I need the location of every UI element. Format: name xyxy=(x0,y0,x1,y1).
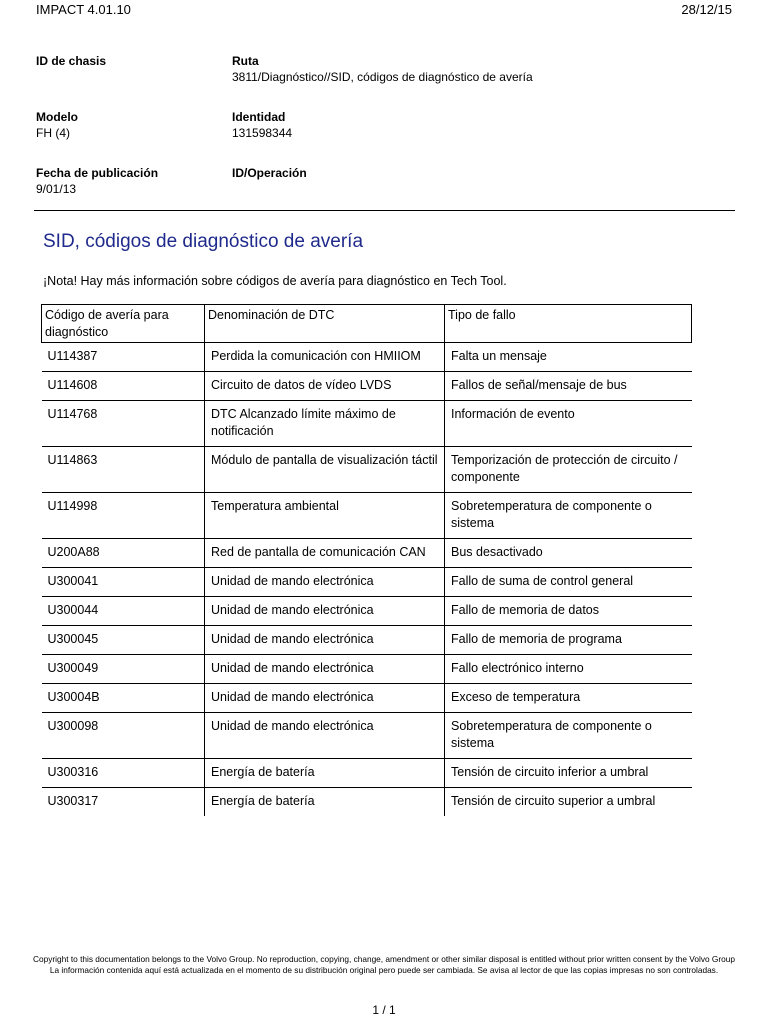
dtc-designation: Unidad de mando electrónica xyxy=(205,655,445,684)
chassis-field xyxy=(36,53,226,69)
document-metadata xyxy=(36,53,716,221)
dtc-fault-type: Información de evento xyxy=(445,401,692,447)
table-row xyxy=(42,788,692,817)
page-number: 1 / 1 xyxy=(372,1003,396,1017)
dtc-fault-type: Fallo de memoria de programa xyxy=(445,626,692,655)
dtc-designation: Temperatura ambiental xyxy=(205,493,445,539)
pubdate-value: 9/01/13 xyxy=(36,182,77,196)
pubdate-label: Fecha de publicación xyxy=(36,166,159,180)
dtc-code: U300049 xyxy=(42,655,205,684)
dtc-code: U200A88 xyxy=(42,539,205,568)
meta-row xyxy=(36,53,716,109)
table-row xyxy=(42,447,692,493)
page-footer xyxy=(30,954,738,976)
table-row xyxy=(42,401,692,447)
dtc-designation: Unidad de mando electrónica xyxy=(205,568,445,597)
route-label: Ruta xyxy=(232,54,259,68)
dtc-code: U30004B xyxy=(42,684,205,713)
route-value: 3811/Diagnóstico//SID, códigos de diagnóstico de avería xyxy=(232,70,533,84)
dtc-fault-type: Fallo electrónico interno xyxy=(445,655,692,684)
meta-row xyxy=(36,165,716,221)
dtc-code: U300098 xyxy=(42,713,205,759)
dtc-designation: Energía de batería xyxy=(205,788,445,817)
identity-field xyxy=(232,109,712,141)
dtc-designation: DTC Alcanzado límite máximo de notificación xyxy=(205,401,445,447)
disclaimer-notice: La información contenida aquí está actualizada en el momento de su distribución original pero puede ser cambiada. Se avisa al lector de que las copias impresas no son controladas. xyxy=(49,965,719,975)
table-row xyxy=(42,493,692,539)
dtc-table xyxy=(41,304,692,816)
model-field xyxy=(36,109,226,141)
dtc-code: U300041 xyxy=(42,568,205,597)
table-row xyxy=(42,539,692,568)
dtc-code: U114387 xyxy=(42,343,205,372)
column-header-fault-type: Tipo de fallo xyxy=(445,305,692,343)
operation-label: ID/Operación xyxy=(232,166,307,180)
dtc-code: U300316 xyxy=(42,759,205,788)
print-date: 28/12/15 xyxy=(681,2,732,17)
dtc-designation: Unidad de mando electrónica xyxy=(205,684,445,713)
route-field xyxy=(232,53,712,85)
column-header-designation: Denominación de DTC xyxy=(205,305,445,343)
table-row xyxy=(42,626,692,655)
chassis-label: ID de chasis xyxy=(36,54,107,68)
table-row xyxy=(42,655,692,684)
dtc-code: U300317 xyxy=(47,794,99,808)
dtc-designation: Perdida la comunicación con HMIIOM xyxy=(205,343,445,372)
table-row xyxy=(42,568,692,597)
table-row xyxy=(42,684,692,713)
table-row xyxy=(42,372,692,401)
table-row xyxy=(42,759,692,788)
identity-label: Identidad xyxy=(232,110,286,124)
dtc-designation: Unidad de mando electrónica xyxy=(205,626,445,655)
dtc-fault-type: Temporización de protección de circuito / componente xyxy=(445,447,692,493)
dtc-designation: Energía de batería xyxy=(205,759,445,788)
dtc-fault-type: Bus desactivado xyxy=(445,539,692,568)
table-row xyxy=(42,343,692,372)
meta-row xyxy=(36,109,716,165)
dtc-fault-type: Fallos de señal/mensaje de bus xyxy=(445,372,692,401)
dtc-designation: Unidad de mando electrónica xyxy=(205,713,445,759)
dtc-fault-type: Sobretemperatura de componente o sistema xyxy=(445,493,692,539)
table-row xyxy=(42,597,692,626)
dtc-designation: Módulo de pantalla de visualización táctil xyxy=(205,447,445,493)
dtc-fault-type: Fallo de suma de control general xyxy=(445,568,692,597)
header-divider xyxy=(34,210,735,211)
dtc-designation: Circuito de datos de vídeo LVDS xyxy=(205,372,445,401)
dtc-fault-type: Fallo de memoria de datos xyxy=(445,597,692,626)
table-row xyxy=(42,713,692,759)
dtc-designation: Red de pantalla de comunicación CAN xyxy=(205,539,445,568)
document-title: SID, códigos de diagnóstico de avería xyxy=(43,231,364,252)
app-version: IMPACT 4.01.10 xyxy=(36,2,131,17)
note-text: ¡Nota! Hay más información sobre códigos de avería para diagnóstico en Tech Tool. xyxy=(43,274,507,288)
column-header-code: Código de avería para diagnóstico xyxy=(42,305,205,343)
pubdate-field xyxy=(36,165,226,197)
dtc-code: U300045 xyxy=(42,626,205,655)
dtc-code: U114863 xyxy=(42,447,205,493)
dtc-designation: Unidad de mando electrónica xyxy=(205,597,445,626)
dtc-fault-type: Exceso de temperatura xyxy=(445,684,692,713)
model-label: Modelo xyxy=(36,110,78,124)
operation-field xyxy=(232,165,712,181)
model-value: FH (4) xyxy=(36,126,70,140)
page-header xyxy=(36,2,732,20)
table-header-row xyxy=(42,305,692,343)
dtc-code: U300044 xyxy=(42,597,205,626)
dtc-fault-type: Sobretemperatura de componente o sistema xyxy=(445,713,692,759)
dtc-fault-type: Falta un mensaje xyxy=(445,343,692,372)
copyright-notice: Copyright to this documentation belongs to the Volvo Group. No reproduction, copying, change, amendment or other similar disposal is entitled without prior written consent by the Volvo Group xyxy=(33,954,735,964)
identity-value: 131598344 xyxy=(232,126,293,140)
dtc-code: U114768 xyxy=(42,401,205,447)
dtc-fault-type: Tensión de circuito superior a umbral xyxy=(445,788,692,817)
dtc-fault-type: Tensión de circuito inferior a umbral xyxy=(445,759,692,788)
dtc-code: U114608 xyxy=(42,372,205,401)
dtc-code: U114998 xyxy=(42,493,205,539)
